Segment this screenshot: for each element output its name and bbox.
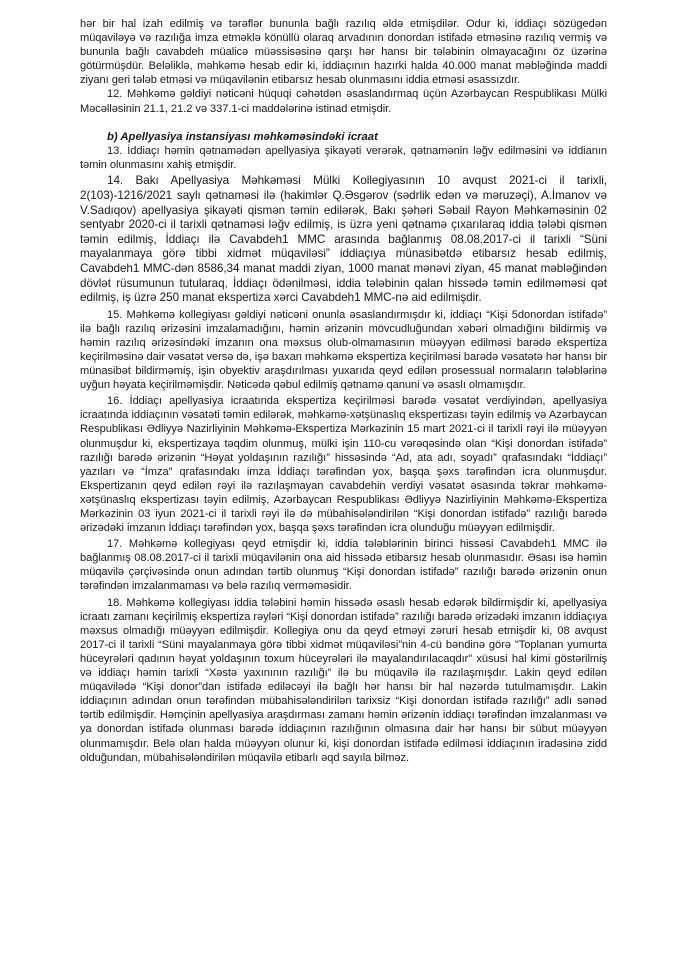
paragraph-13: 13. İddiaçı həmin qətnamədən apellyasiya şikayəti verərək, qətnamənin ləğv edilməsini və iddianın təmin olunmasını xahiş etmişdir. — [80, 145, 607, 172]
paragraph-15: 15. Məhkəmə kollegiyası gəldiyi nəticəni onunla əsaslandırmışdır ki, iddiaçı “Kişi 5donordan istifadə” ilə bağlı razılıq ərizəsini imzalamadığını, həmin ərizənin mövcudluğundan xəbəri olmadığını bildirmiş və həmin razılıq ərizəsindəki imzanın ona məxsus olub-olmamasının müəyyən edilməsi barədə ekspertiza keçirilməsinə dair vəsatət versə də, işə baxan məhkəmə ekspertiza keçirilməsi barədə vəsatətə hər hansı bir münasibət bildirməmiş, işin obyektiv araşdırılması yuxarıda qeyd edilən prosessual normaların tələblərinə uyğun həyata keçirilməmişdir. Nəticədə qəbul edilmiş qətnamə qanuni və əsaslı olmamışdır. — [80, 308, 607, 392]
paragraph-16: 16. İddiaçı apellyasiya icraatında ekspertiza keçirilməsi barədə vəsatət verdiyindən, apellyasiya icraatında iddiaçının vəsatəti təmin edilərək, məhkəmə-xətşünaslıq ekspertizası təyin edilmiş və Azərbaycan Respublikası Ədliyyə Nazirliyinin Məhkəmə-Ekspertiza Mərkəzinin 15 mart 2021-ci il tarixli rəyi ilə müəyyən olunmuşdur ki, ekspertizaya təqdim olunmuş, mülki işin 110-cu vərəqəsində olan “Kişi donordan istifadə” razılığı barədə ərizənin “Həyat yoldaşının razılığı” hissəsində “Ad, ata adı, soyadı” qrafasındakı “İddiaçı” yazıları və “İmza” qrafasındakı imza İddiaçı tərəfindən yox, başqa şəxs tərəfindən icra olunmuşdur. Ekspertizanın qeyd edilən rəyi ilə razılaşmayan cavabdehin verdiyi vəsatət əsasında təkrar məhkəmə-xətşünaslıq ekspertizası təyin edilmiş, Azərbaycan Respublikası Ədliyyə Nazirliyinin Məhkəmə-Ekspertiza Mərkəzinin 03 iyun 2021-ci il tarixli rəyi ilə də mübahisələndirilən “Kişi donordan istifadə” razılığı barədə ərizədəki imzanın İddiaçı tərəfindən yox, başqa şəxs tərəfindən icra olunduğu müəyyən edilmişdir. — [80, 395, 607, 535]
paragraph-11-continuation: hər bir hal izah edilmiş və tərəflər bununla bağlı razılıq əldə etmişdilər. Odur ki, iddiaçı sözügedən müqaviləyə və razılığa imza etməklə könüllü olaraq arvadının donordan istifadə etməsinə razılıq vermiş və bununla bağlı cavabdeh müalicə müəssisəsinə qarşı hər hansı bir tələbinin olmayacağını öz üzərinə götürmüşdür. Beləliklə, məhkəmə hesab edir ki, iddiaçının hazırki halda 40.000 manat məbləğində maddi ziyanı geri tələb etməsi və müqavilənin etibarsız hesab olunmasını iddia etməsi əsassızdır. — [80, 18, 607, 87]
paragraph-17: 17. Məhkəmə kollegiyası qeyd etmişdir ki, iddia tələblərinin birinci hissəsi Cavabdeh1 MMC ilə bağlanmış 08.08.2017-ci il tarixli müqavilənin ona aid hissədə etibarsız hesab olunmasıdır. Əsası isə həmin müqavilə çərçivəsində onun adından tərtib olunmuş “Kişi donordan istifadə” razılığı barədə ərizənin onun tərəfindən imzalanmaması və belə razılıq verməməsidir. — [80, 538, 607, 593]
paragraph-18: 18. Məhkəmə kollegiyası iddia tələbini həmin hissədə əsaslı hesab edərək bildirmişdir ki, apellyasiya icraatı zamanı keçirilmiş ekspertiza rəyləri “Kişi donordan istifadə” razılığı barədə ərizədəki imzanın iddiaçıya məxsus olmadığı müəyyən edilmişdir. Kollegiya onu da qeyd etməyi zəruri hesab etmişdir ki, 08 avqust 2017-ci il tarixli “Süni mayalanmaya görə tibbi xidmət müqaviləsi”nin 4-cü bəndinə görə "Toplanan yumurta hüceyrələri qadının həyat yoldaşının toxum hüceyrələri ilə mayalandırılacaqdır" xüsusi hal kimi göstərilmiş və iddiaçı həmin tarixli “Xəstə yaxınının razılığı” ilə bu müqavilə ilə razılaşmışdır. Lakin qeyd edilən müqavilədə “Kişi donor”dan istifadə ediləcəyi ilə bağlı hər hansı bir hal nəzərdə tutulmamışdır. Lakin iddiaçının adından onun tərəfindən mübahisələndirilən tarixsiz “Kişi donordan istifadə razılığı” adlı sənəd tərtib edilmişdir. Həmçinin apellyasiya araşdırması zamanı həmin ərizənin iddiaçı tərəfindən imzalanması və ya donordan istifadə olunması barədə iddiaçının razılığının olmasına dair hər hansı bir sübut müəyyən olunmamışdır. Belə olan halda müəyyən olunur ki, kişi donordan istifadə edilməsi iddiaçının iradəsinə zidd olduğundan, mübahisələndirilən müqavilə etibarlı əqd sayıla bilməz. — [80, 596, 607, 764]
section-heading-appeal: b) Apellyasiya instansiyası məhkəməsindəki icraat — [107, 130, 378, 143]
paragraph-14: 14. Bakı Apellyasiya Məhkəməsi Mülki Kollegiyasının 10 avqust 2021-ci il tarixli, 2(103)-1216/2021 saylı qətnaməsi ilə (hakimlər Q.Əsgərov (sədrlik edən və məruzəçi), A.İmanov və V.Sadıqov) apellyasiya şikayəti qismən təmin edilərək, Bakı şəhəri Səbail Rayon Məhkəməsinin 02 sentyabr 2020-ci il tarixli qətnaməsi ləğv edilmiş, is üzrə yeni qətnamə çıxarılaraq iddia tələbi qismən təmin edilmiş, İddiaçı ilə Cavabdeh1 MMC arasında bağlanmış 08.08.2017-ci il tarixli “Süni mayalanmaya görə tibbi xidmət müqaviləsi” iddiaçıya münasibətdə etibarsız hesab edilmiş, Cavabdeh1 MMC-dən 8586,34 manat maddi ziyan, 1000 manat mənəvi ziyan, 45 manat məbləğindən dövlət rüsumunun tutularaq, İddiaçı ödənilməsi, iddia tələbinin qalan hissədə təmin edilməməsi qət edilmiş, iş üzrə 250 manat ekspertiza xərci Cavabdeh1 MMC-nə aid edilmişdir. — [80, 174, 607, 305]
paragraph-12: 12. Məhkəmə gəldiyi nəticəni hüquqi cəhətdən əsaslandırmaq üçün Azərbaycan Respublikası Mülki Məcəlləsinin 21.1, 21.2 və 337.1-ci maddələrinə istinad etmişdir. — [80, 88, 607, 115]
